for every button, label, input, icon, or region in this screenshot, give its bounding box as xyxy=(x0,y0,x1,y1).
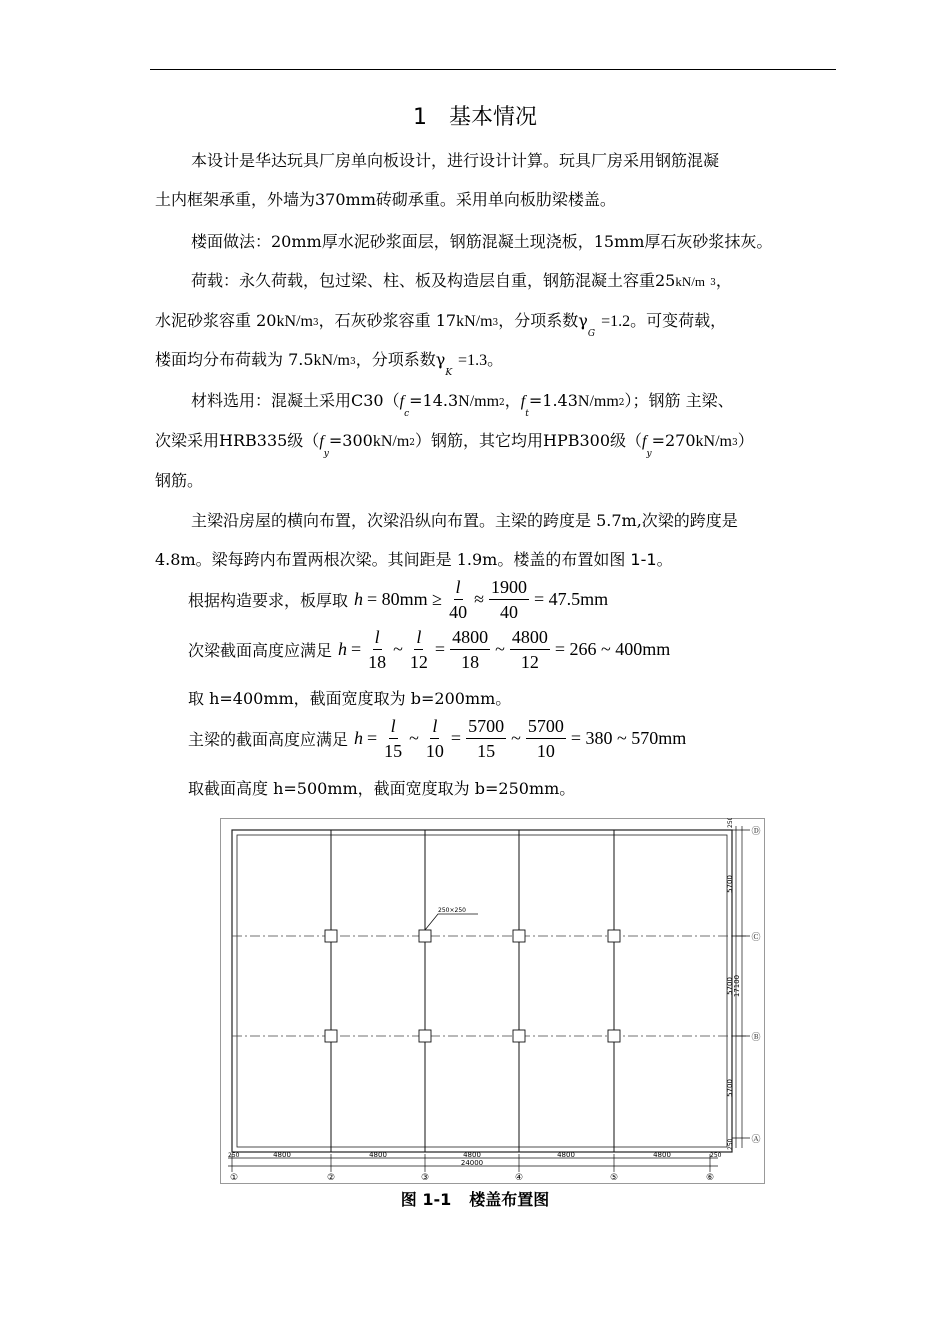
paragraph-2: 楼面做法：20mm厚水泥砂浆面层，钢筋混凝土现浇板，15mm厚石灰砂浆抹灰。 xyxy=(191,232,773,251)
section-heading xyxy=(0,100,950,131)
f1-approx: ≈ xyxy=(474,589,484,609)
f1-frac-1 xyxy=(447,575,469,624)
p3l3-exp: 3 xyxy=(350,357,356,367)
f1-frac-2 xyxy=(489,575,529,624)
main-beams xyxy=(331,830,614,1152)
f2-result: = 266 ~ 400mm xyxy=(554,639,671,659)
f1-text: 根据构造要求，板厚取 xyxy=(188,591,349,610)
f1-result: = 47.5mm xyxy=(533,589,609,609)
inner-wall-line xyxy=(237,835,727,1147)
formula-slab-thickness xyxy=(188,575,610,624)
figure-caption-number: 图 1-1 xyxy=(400,1190,452,1209)
p4l1-f2: f xyxy=(520,393,526,410)
axis-number-bubble: ③ xyxy=(420,1173,430,1183)
column xyxy=(325,930,337,942)
bottom-total-label: 24000 xyxy=(460,1159,484,1167)
right-total-label: 17100 xyxy=(733,974,741,998)
p5l2-c: 。 xyxy=(656,550,673,569)
p3l3-sub: K xyxy=(445,368,453,378)
column xyxy=(513,930,525,942)
f1-frac1-num: l xyxy=(454,575,463,600)
p3l2-a: 水泥砂浆容重 20 xyxy=(155,311,277,330)
paragraph-1-line-1: 本设计是华达玩具厂房单向板设计，进行设计计算。玩具厂房采用钢筋混凝 xyxy=(191,151,720,170)
bottom-span-label: 4800 xyxy=(463,1151,481,1159)
formula-secondary-beam-height xyxy=(188,625,672,674)
f2-tilde1: ~ xyxy=(393,639,403,659)
p4l2-sub2: y xyxy=(646,449,652,459)
column xyxy=(419,1030,431,1042)
f4-frac4-den: 10 xyxy=(536,741,555,761)
right-span-label: 5700 xyxy=(726,1079,734,1097)
main-beam-choice: 取截面高度 h=500mm，截面宽度取为 b=250mm。 xyxy=(188,779,576,798)
formula-main-beam-height xyxy=(188,714,688,763)
bottom-end-left: 250 xyxy=(228,1152,240,1159)
f2-frac-1 xyxy=(366,625,388,674)
p4l1-a: 材料选用：混凝土采用C30（ xyxy=(191,391,400,410)
f2-frac3-den: 18 xyxy=(461,652,480,672)
f4-frac3-den: 15 xyxy=(477,741,496,761)
p4l1-e: ）；钢筋 主梁、 xyxy=(624,391,734,410)
p3-end: ， xyxy=(715,271,732,290)
f4-frac1-den: 15 xyxy=(384,741,403,761)
p4l1-sub2: t xyxy=(525,409,529,419)
paragraph-5-line-1: 主梁沿房屋的横向布置，次梁沿纵向布置。主梁的跨度是 5.7m,次梁的跨度是 xyxy=(191,511,738,530)
f2-frac4-num: 4800 xyxy=(510,625,550,650)
f2-tilde2: ~ xyxy=(495,639,505,659)
p4l1-unit1: N/mm xyxy=(458,393,500,410)
axis-letter-bubble: Ⓑ xyxy=(751,1033,761,1043)
f2-frac1-den: 18 xyxy=(368,652,387,672)
p3l3-d: 。 xyxy=(487,350,504,369)
axis-lines xyxy=(232,936,748,1036)
f2-frac2-den: 12 xyxy=(409,652,428,672)
floor-layout-drawing xyxy=(220,818,765,1184)
axis-number-bubble: ⑥ xyxy=(705,1173,715,1183)
bottom-end-right: 250 xyxy=(710,1152,722,1159)
p4l2-exp2: 3 xyxy=(731,438,738,448)
f4-frac-2 xyxy=(424,714,446,763)
f1-frac1-den: 40 xyxy=(449,602,468,622)
p3l2-exp2: 3 xyxy=(492,318,499,328)
f2-text: 次梁截面高度应满足 xyxy=(188,641,333,660)
p4l2-exp1: 2 xyxy=(409,438,415,448)
p3l3-a: 楼面均分布荷载为 7.5 xyxy=(155,350,314,369)
p3-unit: kN/m xyxy=(675,274,705,289)
paragraph-3-line-2 xyxy=(155,310,727,339)
p5l2-a: 4.8m。梁每跨内布置两根次梁。其间距是 1.9m。楼盖的布置 xyxy=(155,550,594,569)
f4-eq: = xyxy=(367,728,378,748)
p3l2-sub: G xyxy=(587,329,596,339)
p4l1-b: =14.3 xyxy=(409,391,459,410)
f1-frac2-den: 40 xyxy=(499,602,518,622)
p3l2-e: 。可变荷载， xyxy=(630,311,727,330)
figure-caption-title: 楼盖布置图 xyxy=(469,1190,550,1209)
right-end-bottom: 250 xyxy=(727,1138,734,1150)
p3l3-c: =1.3 xyxy=(458,352,488,369)
column xyxy=(608,930,620,942)
f2-eq2: = xyxy=(434,639,446,659)
p4l2-sub1: y xyxy=(323,449,329,459)
f2-frac2-num: l xyxy=(414,625,423,650)
f4-frac2-num: l xyxy=(430,714,439,739)
p3-text-a: 荷载：永久荷载，包过梁、柱、板及构造层自重，钢筋混凝土容重25 xyxy=(191,271,676,290)
f4-eq2: = xyxy=(450,728,462,748)
right-span-label: 5700 xyxy=(726,977,734,995)
column xyxy=(325,1030,337,1042)
f4-text: 主梁的截面高度应满足 xyxy=(188,730,349,749)
p4l2-f2: f xyxy=(642,433,647,450)
f4-tilde2: ~ xyxy=(511,728,521,748)
p3l2-b: ，石灰砂浆容重 17 xyxy=(318,311,457,330)
axis-numbers xyxy=(230,1173,714,1183)
bottom-span-label: 4800 xyxy=(653,1151,671,1159)
f2-frac1-num: l xyxy=(373,625,382,650)
p3l2-unit: kN/m xyxy=(276,313,313,330)
p4l2-c: ）钢筋，其它均用HPB300级（ xyxy=(415,431,643,450)
secondary-beam-choice: 取 h=400mm，截面宽度取为 b=200mm。 xyxy=(188,689,512,708)
right-span-label: 5700 xyxy=(726,875,734,893)
axis-number-bubble: ④ xyxy=(514,1173,524,1183)
floor-layout-figure xyxy=(220,818,765,1184)
f4-result: = 380 ~ 570mm xyxy=(570,728,687,748)
section-title: 基本情况 xyxy=(448,105,537,130)
axis-letter-bubble: Ⓒ xyxy=(751,933,761,943)
f4-frac-4 xyxy=(526,714,566,763)
figure-border xyxy=(221,819,765,1184)
paragraph-4-line-1 xyxy=(191,390,734,419)
axis-letters xyxy=(751,826,760,1145)
f4-frac4-num: 5700 xyxy=(526,714,566,739)
f2-frac-2 xyxy=(408,625,430,674)
p3-exp: 3 xyxy=(710,278,716,288)
paragraph-5-line-2 xyxy=(155,549,673,571)
p3l3-unit: kN/m xyxy=(313,352,350,369)
columns xyxy=(325,930,620,1042)
p3l2-c: ，分项系数γ xyxy=(498,311,588,330)
column-size-label: 250×250 xyxy=(438,907,466,914)
f4-frac-3 xyxy=(466,714,506,763)
f4-frac1-num: l xyxy=(389,714,398,739)
axis-number-bubble: ② xyxy=(326,1173,336,1183)
p3l2-d: =1.2 xyxy=(601,313,631,330)
axis-number-bubble: ① xyxy=(229,1173,239,1183)
section-number: 1 xyxy=(412,105,427,130)
paragraph-4-line-3: 钢筋。 xyxy=(155,471,204,490)
p3l2-unit2: kN/m xyxy=(456,313,493,330)
axis-letter-bubble: Ⓓ xyxy=(751,827,761,837)
f4-lhs: h xyxy=(354,728,364,748)
p4l2-d: =270 xyxy=(651,431,696,450)
f2-frac-4 xyxy=(510,625,550,674)
column-label-leader xyxy=(425,914,478,930)
paragraph-4-line-2 xyxy=(155,430,754,459)
axis-number-bubble: ⑤ xyxy=(609,1173,619,1183)
p4l1-f1: f xyxy=(399,393,405,410)
p4l2-e: ） xyxy=(737,431,754,450)
f2-frac-3 xyxy=(450,625,490,674)
column xyxy=(513,1030,525,1042)
f4-frac2-den: 10 xyxy=(425,741,444,761)
f1-lhs: h xyxy=(354,589,364,609)
header-rule xyxy=(150,69,836,70)
f1-eq: = 80mm ≥ xyxy=(367,589,443,609)
f1-frac2-num: 1900 xyxy=(489,575,529,600)
paragraph-1-line-2: 土内框架承重，外墙为370mm砖砌承重。采用单向板肋梁楼盖。 xyxy=(155,190,616,209)
f2-lhs: h xyxy=(338,639,348,659)
f2-eq: = xyxy=(351,639,362,659)
outer-wall xyxy=(232,830,732,1152)
p4l1-c: ， xyxy=(504,391,521,410)
figure-reference: 如图 1-1 xyxy=(593,550,657,569)
bottom-span-label: 4800 xyxy=(369,1151,387,1159)
axis-letter-bubble: Ⓐ xyxy=(751,1135,761,1145)
column xyxy=(419,930,431,942)
p3l2-exp: 3 xyxy=(312,318,319,328)
f4-tilde1: ~ xyxy=(409,728,419,748)
p4l2-b: =300 xyxy=(328,431,373,450)
f2-frac3-num: 4800 xyxy=(450,625,490,650)
p4l2-unit1: kN/m xyxy=(372,433,410,450)
column xyxy=(608,1030,620,1042)
p4l2-a: 次梁采用HRB335级（ xyxy=(155,431,320,450)
paragraph-3-line-3 xyxy=(155,349,504,378)
paragraph-3-line-1 xyxy=(191,270,732,295)
f4-frac-1 xyxy=(382,714,404,763)
p4l1-exp2: 2 xyxy=(618,398,625,408)
bottom-span-label: 4800 xyxy=(273,1151,291,1159)
p4l2-unit2: kN/m xyxy=(695,433,732,450)
f4-frac3-num: 5700 xyxy=(466,714,506,739)
p4l1-d: =1.43 xyxy=(528,391,578,410)
right-end-top: 250 xyxy=(727,818,734,828)
p4l1-exp1: 2 xyxy=(499,398,505,408)
bottom-span-label: 4800 xyxy=(557,1151,575,1159)
p4l1-sub1: c xyxy=(404,409,410,419)
p3l3-b: ，分项系数γ xyxy=(355,350,446,369)
p4l2-f1: f xyxy=(319,433,324,450)
f2-frac4-den: 12 xyxy=(520,652,539,672)
p4l1-unit2: N/mm xyxy=(577,393,619,410)
figure-caption xyxy=(0,1187,950,1210)
